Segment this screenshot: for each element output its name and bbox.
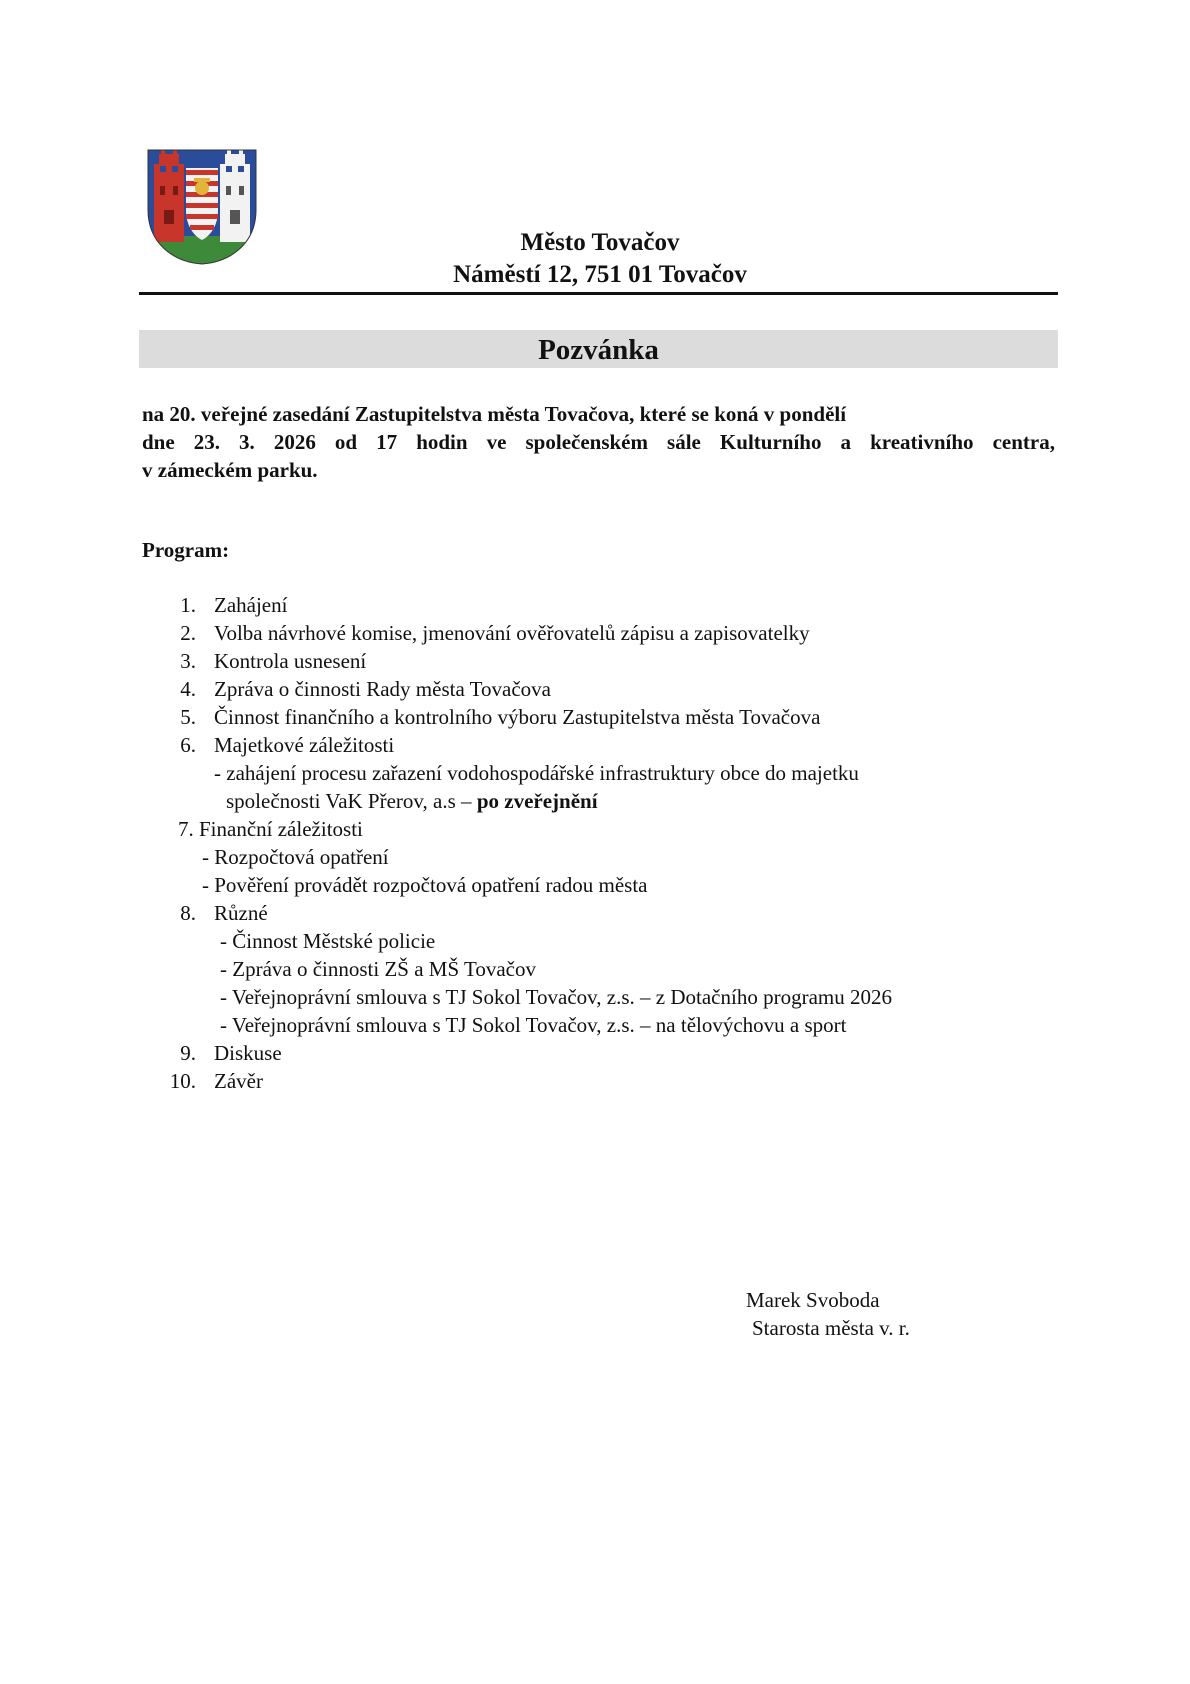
agenda-subitem-continued: [226, 787, 598, 815]
agenda-subitem: - zahájení procesu zařazení vodohospodářské infrastruktury obce do majetku: [214, 761, 859, 785]
agenda-item: Činnost finančního a kontrolního výboru Zastupitelstva města Tovačova: [214, 705, 821, 729]
intro-line-1: na 20. veřejné zasedání Zastupitelstva města Tovačova, které se koná v pondělí: [142, 402, 847, 426]
agenda-number: 3.: [180, 649, 196, 673]
agenda-item: Majetkové záležitosti: [214, 733, 395, 757]
intro-line-2: dne 23. 3. 2026 od 17 hodin ve společenském sále Kulturního a kreativního centra,: [142, 430, 1055, 454]
intro-line-3: v zámeckém parku.: [142, 458, 318, 482]
agenda-item: Volba návrhové komise, jmenování ověřovatelů zápisu a zapisovatelky: [214, 621, 810, 645]
program-heading: Program:: [142, 538, 230, 562]
signature-name: Marek Svoboda: [746, 1288, 880, 1312]
agenda-subitem: - Pověření provádět rozpočtová opatření radou města: [202, 873, 648, 897]
agenda-subitem-text: společnosti VaK Přerov, a.s –: [226, 789, 472, 813]
agenda-subitem-bold: po zveřejnění: [476, 789, 598, 813]
signature-role: Starosta města v. r.: [752, 1316, 910, 1340]
agenda-number: 5.: [180, 705, 196, 729]
agenda-number: 2.: [180, 621, 196, 645]
town-address: Náměstí 12, 751 01 Tovačov: [453, 261, 747, 288]
agenda-number: 8.: [180, 901, 196, 925]
agenda-number: 1.: [180, 593, 196, 617]
agenda-item: Diskuse: [214, 1041, 282, 1065]
agenda-number: 9.: [180, 1041, 196, 1065]
page-title: Pozvánka: [538, 334, 659, 366]
agenda-subitem: - Veřejnoprávní smlouva s TJ Sokol Tovačov, z.s. – z Dotačního programu 2026: [220, 985, 892, 1009]
agenda-subitem: - Činnost Městské policie: [220, 929, 436, 953]
agenda-number: 4.: [180, 677, 196, 701]
agenda-number: 10.: [169, 1069, 196, 1093]
agenda-item: Kontrola usnesení: [214, 649, 367, 673]
header-divider: [139, 292, 1058, 295]
agenda-number: 6.: [180, 733, 196, 757]
agenda-subitem: - Zpráva o činnosti ZŠ a MŠ Tovačov: [220, 957, 537, 981]
agenda-item: Závěr: [214, 1069, 263, 1093]
agenda-subitem: - Rozpočtová opatření: [202, 845, 389, 869]
town-name: Město Tovačov: [520, 229, 680, 256]
agenda-subitem: - Veřejnoprávní smlouva s TJ Sokol Tovačov, z.s. – na tělovýchovu a sport: [220, 1013, 847, 1037]
agenda-item: Zpráva o činnosti Rady města Tovačova: [214, 677, 551, 701]
agenda-item: Zahájení: [214, 593, 288, 617]
agenda-item: 7. Finanční záležitosti: [178, 817, 363, 841]
agenda-item: Různé: [214, 901, 268, 925]
intro-paragraph: [142, 400, 1055, 484]
